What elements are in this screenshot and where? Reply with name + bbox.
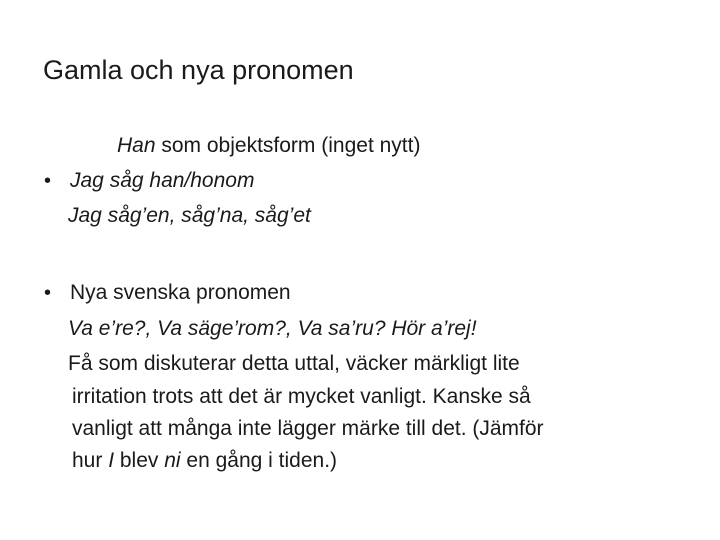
pronoun-ni: ni — [164, 449, 181, 472]
comment-text: hur — [72, 449, 109, 472]
section2-heading: Nya svenska pronomen — [70, 281, 291, 304]
comment-line-4 — [72, 446, 337, 476]
comment-text: blev — [114, 449, 165, 472]
example-line-1: Jag såg han/honom — [70, 169, 255, 192]
bullet-icon: • — [44, 170, 52, 192]
pronoun-I: I — [108, 449, 115, 472]
section2-examples: Va e’re?, Va säge’rom?, Va sa’ru? Hör a’rej! — [68, 317, 477, 340]
comment-line-1: Få som diskuterar detta uttal, väcker märkligt lite — [68, 352, 520, 375]
slide-title: Gamla och nya pronomen — [43, 55, 354, 85]
intro-em: Han — [117, 134, 156, 157]
intro-rest: som objektsform (inget nytt) — [155, 134, 421, 157]
intro-line — [117, 131, 420, 161]
comment-line-2: irritation trots att det är mycket vanligt. Kanske så — [72, 385, 531, 408]
comment-text: en gång i tiden.) — [180, 449, 338, 472]
comment-line-3: vanligt att många inte lägger märke till det. (Jämför — [72, 417, 544, 440]
bullet-icon: • — [44, 282, 52, 304]
example-line-2: Jag såg’en, såg’na, såg’et — [68, 204, 311, 227]
